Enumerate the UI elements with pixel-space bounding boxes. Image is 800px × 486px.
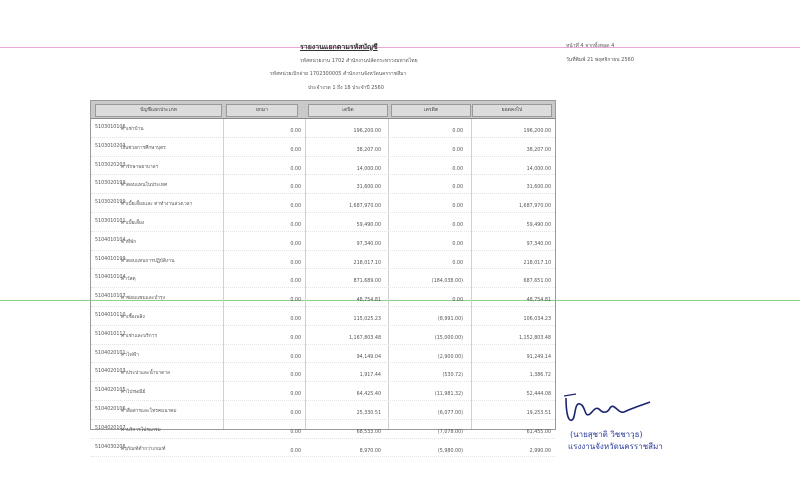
table-row [91, 439, 555, 458]
agency-line: รหัสหน่วยงาน 1702 สำนักงานปลัดกระทรวงมหาดไทย [300, 58, 418, 64]
account-name: ค่าเชื้อเพลิง [121, 314, 145, 320]
account-name: ค่าตอบแทนการปฏิบัติงาน [121, 258, 175, 264]
carried-forward-value: 59,490.00 [526, 222, 551, 228]
credit-value: (184,038.00) [431, 279, 463, 285]
brought-forward-value: 0.00 [290, 204, 301, 210]
table-row [91, 138, 555, 157]
signature-image [562, 392, 652, 426]
account-code: 5104020105 [95, 388, 126, 394]
brought-forward-value: 0.00 [290, 448, 301, 454]
carried-forward-value: 2,990.00 [529, 448, 551, 454]
col-account: บัญชีแยกประเภท [95, 104, 222, 117]
brought-forward-value: 0.00 [290, 129, 301, 134]
carried-forward-value: 1,152,803.48 [518, 335, 551, 341]
table-row [91, 420, 555, 439]
account-code: 5104010199 [95, 256, 126, 262]
carried-forward-value: 91,249.14 [526, 354, 551, 360]
carried-forward-value: 687,651.00 [523, 279, 551, 285]
table-row [91, 401, 555, 420]
table-row [91, 119, 555, 138]
credit-value: (530.72) [442, 373, 463, 379]
account-code: 5103020199 [95, 181, 126, 187]
account-name: ค่าบริการโปรแกรม [121, 427, 161, 433]
credit-value: 0.00 [452, 298, 463, 304]
account-name: ค่าที่พัก [121, 239, 137, 245]
carried-forward-value: 1,687,970.00 [518, 204, 551, 210]
carried-forward-value: 218,017.10 [523, 260, 551, 266]
debit-value: 871,689.00 [353, 279, 381, 285]
account-code: 5104010104 [95, 237, 126, 243]
brought-forward-value: 0.00 [290, 166, 301, 172]
signatory-title: แรงงานจังหวัดนครราชสีมา [568, 442, 663, 451]
carried-forward-value: 1,386.72 [529, 373, 551, 379]
account-name: ค่ารักษาพยาบาลฯ [121, 164, 159, 170]
account-code: 5104010107 [95, 294, 126, 300]
brought-forward-value: 0.00 [290, 316, 301, 322]
brought-forward-value: 0.00 [290, 298, 301, 304]
account-name: ครุภัณฑ์ต่ำกว่าเกณฑ์ [121, 446, 166, 452]
account-name: ค่าเช่าบ้าน [121, 127, 144, 132]
debit-value: 38,207.00 [356, 147, 381, 153]
account-code: 5104020106 [95, 406, 126, 412]
account-code: 5103010101 [95, 218, 126, 224]
col-credit: เครดิต [391, 104, 471, 117]
signatory-name: (นายสุชาติ วิชชาวุธ) [570, 430, 643, 439]
carried-forward-value: 106,034.23 [523, 316, 551, 322]
table-row [91, 213, 555, 232]
credit-value: (6,077.00) [437, 410, 463, 416]
account-name: ค่าเบี้ยเลี้ยงและ ค่าทำงานล่วงเวลา [121, 202, 193, 208]
account-name: ค่าซ่อมแซมและบำรุง [121, 296, 165, 302]
table-row [91, 269, 555, 288]
brought-forward-value: 0.00 [290, 335, 301, 341]
debit-value: 1,687,970.00 [348, 204, 381, 210]
debit-value: 8,970.00 [359, 448, 381, 454]
carried-forward-value: 19,253.51 [526, 410, 551, 416]
debit-value: 196,200.00 [353, 129, 381, 134]
credit-value: 0.00 [452, 129, 463, 134]
disbursement-unit-line: รหัสหน่วยเบิกจ่าย 1702300005 สำนักงานจังหวัดนครราชสีมา [270, 71, 407, 77]
debit-value: 64,425.40 [356, 392, 381, 398]
account-code: 5104020107 [95, 425, 126, 431]
account-code: 5103020199 [95, 200, 126, 206]
account-code: 5104020101 [95, 350, 126, 356]
account-code: 5104010110 [95, 312, 126, 318]
brought-forward-value: 0.00 [290, 410, 301, 416]
credit-value: (8,991.00) [437, 316, 463, 322]
debit-value: 48,754.81 [356, 298, 381, 304]
carried-forward-value: 31,600.00 [526, 185, 551, 191]
table-row [91, 288, 555, 307]
brought-forward-value: 0.00 [290, 222, 301, 228]
account-name: ค่าไปรษณีย์ [121, 390, 146, 396]
table-row [91, 382, 555, 401]
account-name: ค่าตอบแทนในประเทศ [121, 183, 168, 189]
carried-forward-value: 38,207.00 [526, 147, 551, 153]
account-code: 5104030206 [95, 444, 126, 450]
account-name: เงินช่วยการศึกษาบุตร [121, 145, 166, 151]
carried-forward-value: 61,455.00 [526, 429, 551, 435]
debit-value: 218,017.10 [353, 260, 381, 266]
debit-value: 68,533.00 [356, 429, 381, 435]
account-code: 5103010106 [95, 125, 126, 130]
brought-forward-value: 0.00 [290, 429, 301, 435]
credit-value: 0.00 [452, 260, 463, 266]
col-carried-forward: ยอดคงไป [472, 104, 552, 117]
table-header [91, 101, 555, 119]
print-date-row: วันที่พิมพ์ 21 พฤศจิกายน 2560 [566, 57, 634, 63]
account-code: 5104020103 [95, 369, 126, 375]
scan-artifact-line [0, 47, 800, 48]
table-row [91, 251, 555, 270]
brought-forward-value: 0.00 [290, 241, 301, 247]
col-brought-forward: ยกมา [226, 104, 298, 117]
account-code: 5104010112 [95, 331, 126, 337]
credit-value: 0.00 [452, 204, 463, 210]
credit-value: 0.00 [452, 241, 463, 247]
brought-forward-value: 0.00 [290, 147, 301, 153]
debit-value: 31,600.00 [356, 185, 381, 191]
brought-forward-value: 0.00 [290, 279, 301, 285]
account-name: ค่าวัสดุ [121, 277, 136, 283]
account-name: ค่าไฟฟ้า [121, 352, 139, 358]
report-title: รายงานแยกตามรหัสบัญชี [300, 43, 378, 51]
ledger-table [90, 100, 556, 454]
credit-value: (2,900.00) [437, 354, 463, 360]
carried-forward-value: 196,200.00 [523, 129, 551, 134]
credit-value: (7,078.00) [437, 429, 463, 435]
carried-forward-value: 14,000.00 [526, 166, 551, 172]
brought-forward-value: 0.00 [290, 392, 301, 398]
debit-value: 115,025.23 [353, 316, 381, 322]
credit-value: 0.00 [452, 166, 463, 172]
account-name: ค่าประปาและน้ำบาดาล [121, 371, 170, 377]
account-code: 5103010203 [95, 143, 126, 149]
col-debit: เดบิต [308, 104, 388, 117]
brought-forward-value: 0.00 [290, 354, 301, 360]
table-body [91, 119, 555, 457]
period-line: ประจำงวด 1 ถึง 18 ประจำปี 2560 [308, 85, 384, 91]
account-name: ค่าเบี้ยเลี้ยง [121, 220, 145, 226]
debit-value: 25,330.51 [356, 410, 381, 416]
table-row [91, 345, 555, 364]
account-code: 5103020203 [95, 162, 126, 168]
table-row [91, 307, 555, 326]
table-row [91, 326, 555, 345]
brought-forward-value: 0.00 [290, 185, 301, 191]
debit-value: 97,340.00 [356, 241, 381, 247]
debit-value: 14,000.00 [356, 166, 381, 172]
table-row [91, 157, 555, 176]
table-row [91, 232, 555, 251]
page-info [566, 42, 634, 70]
debit-value: 59,490.00 [356, 222, 381, 228]
table-row [91, 175, 555, 194]
credit-value: 0.00 [452, 147, 463, 153]
account-code: 5104010104 [95, 275, 126, 281]
carried-forward-value: 52,444.08 [526, 392, 551, 398]
credit-value: (5,980.00) [437, 448, 463, 454]
credit-value: 0.00 [452, 185, 463, 191]
carried-forward-value: 48,754.81 [526, 298, 551, 304]
table-row [91, 194, 555, 213]
credit-value: (11,981.32) [434, 392, 463, 398]
brought-forward-value: 0.00 [290, 260, 301, 266]
credit-value: 0.00 [452, 222, 463, 228]
debit-value: 94,149.04 [356, 354, 381, 360]
debit-value: 1,917.44 [359, 373, 381, 379]
carried-forward-value: 97,340.00 [526, 241, 551, 247]
table-row [91, 363, 555, 382]
debit-value: 1,167,803.48 [348, 335, 381, 341]
page-number-row: หน้าที่ 4 จากทั้งหมด 4 [566, 43, 615, 49]
account-name: ค่าสื่อสารและโทรคมนาคม [121, 408, 177, 414]
account-name: ค่าเช่าและบริการ [121, 333, 157, 339]
brought-forward-value: 0.00 [290, 373, 301, 379]
credit-value: (15,000.00) [434, 335, 463, 341]
